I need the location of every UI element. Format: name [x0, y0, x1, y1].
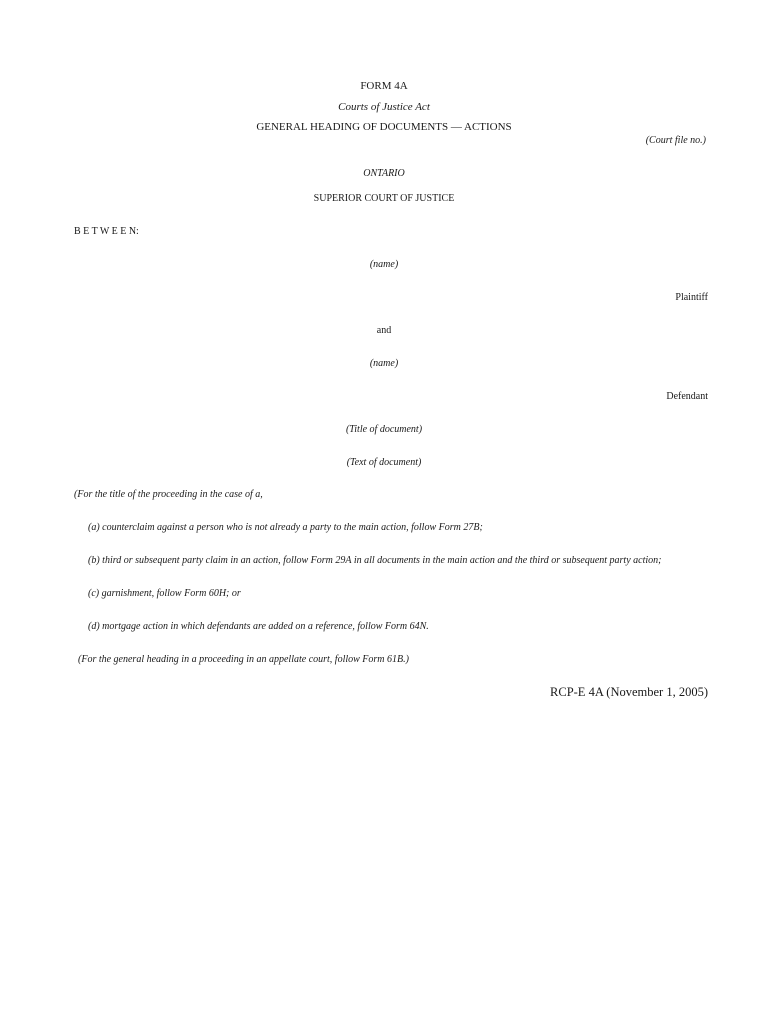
appellate-note: (For the general heading in a proceeding in an appellate court, follow Form 61B.)	[78, 654, 409, 665]
note-item-c: (c) garnishment, follow Form 60H; or	[88, 588, 241, 599]
plaintiff-role: Plaintiff	[675, 292, 708, 303]
form-number: FORM 4A	[360, 80, 408, 92]
province: ONTARIO	[363, 168, 405, 179]
notes-intro: (For the title of the proceeding in the case of a,	[74, 489, 263, 500]
defendant-name: (name)	[369, 358, 399, 369]
court-file-number: (Court file no.)	[645, 135, 706, 146]
form-title: GENERAL HEADING OF DOCUMENTS — ACTIONS	[256, 121, 512, 133]
form-reference: RCP-E 4A (November 1, 2005)	[550, 685, 708, 699]
and-separator: and	[376, 325, 392, 336]
document-text: (Text of document)	[346, 457, 422, 468]
court-name: SUPERIOR COURT OF JUSTICE	[313, 193, 455, 204]
note-item-b: (b) third or subsequent party claim in an action, follow Form 29A in all documents in the main action and the third or subsequent party action;	[88, 555, 662, 566]
plaintiff-name: (name)	[369, 259, 399, 270]
note-item-a: (a) counterclaim against a person who is not already a party to the main action, follow Form 27B;	[88, 522, 483, 533]
note-item-d: (d) mortgage action in which defendants are added on a reference, follow Form 64N.	[88, 621, 429, 632]
defendant-role: Defendant	[666, 391, 708, 402]
act-name: Courts of Justice Act	[338, 101, 430, 113]
between-label: B E T W E E N:	[74, 226, 139, 237]
document-title: (Title of document)	[345, 424, 423, 435]
